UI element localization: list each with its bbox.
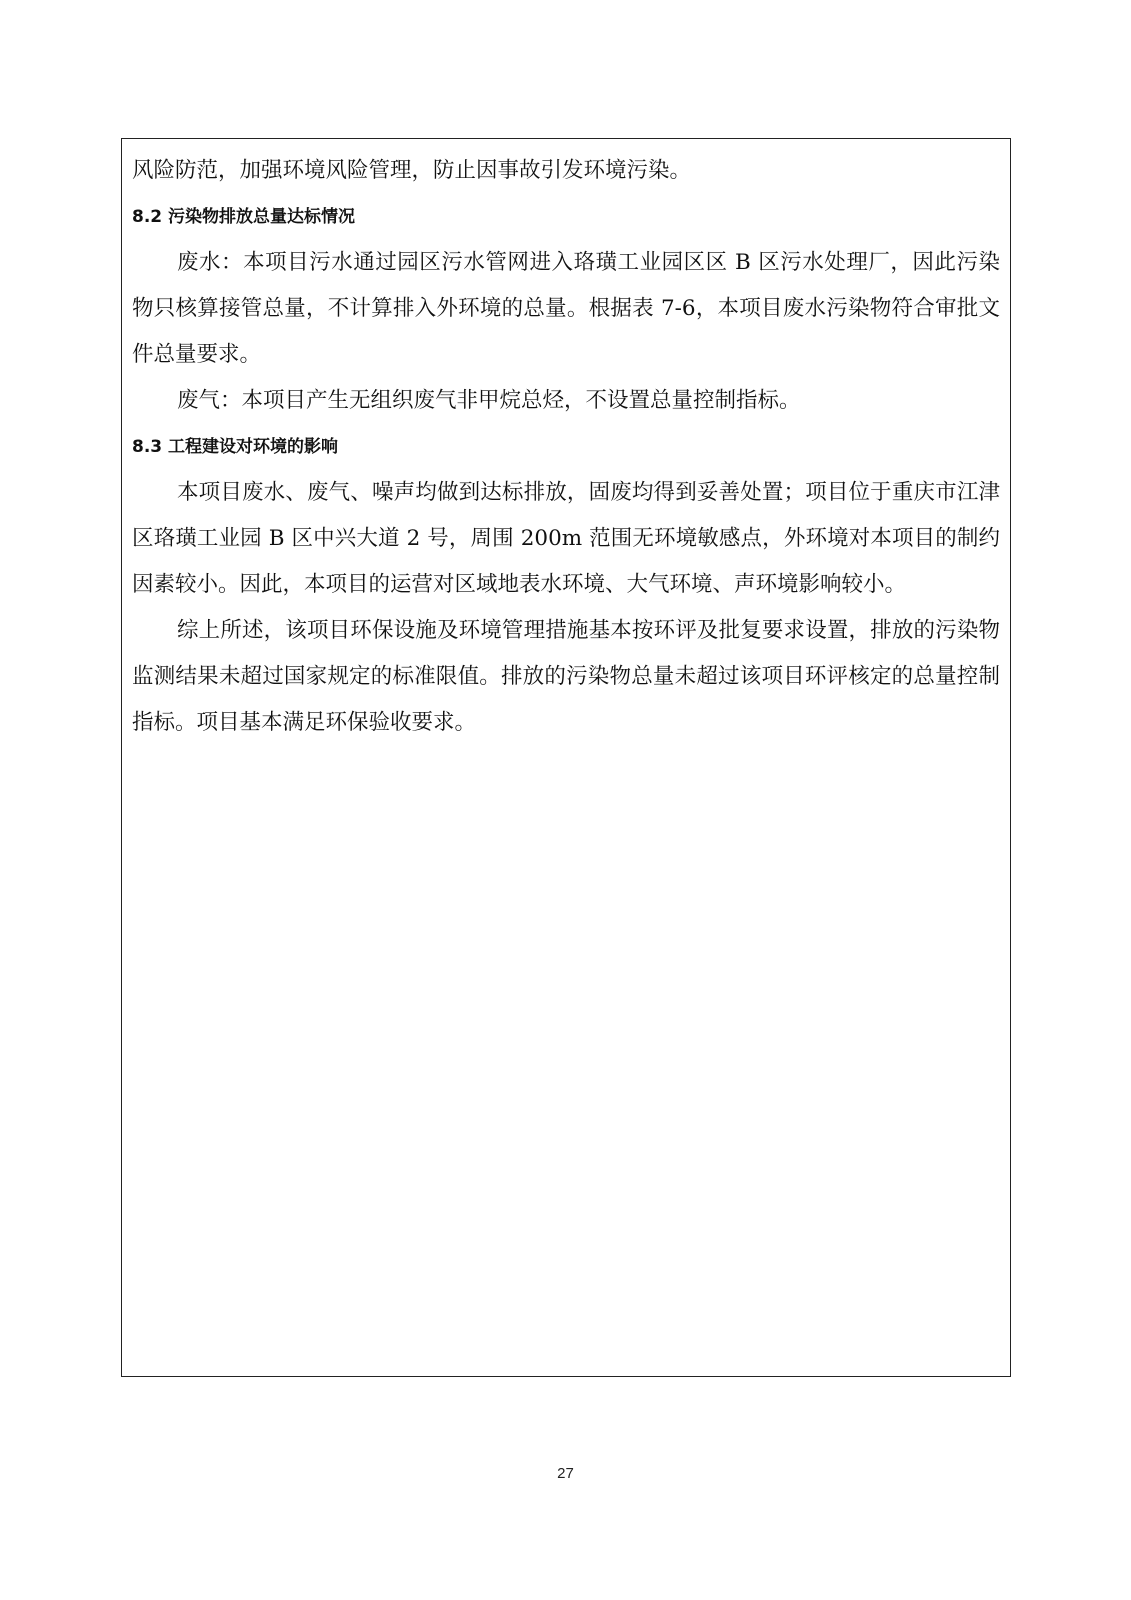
document-body [132, 148, 1000, 746]
exhaust-gas-paragraph: 废气：本项目产生无组织废气非甲烷总烃，不设置总量控制指标。 [177, 388, 801, 413]
section-heading-8-3: 8.3 工程建设对环境的影响 [132, 437, 339, 457]
section-heading-8-2: 8.2 污染物排放总量达标情况 [132, 207, 356, 227]
conclusion-paragraph: 综上所述，该项目环保设施及环境管理措施基本按环评及批复要求设置，排放的污染物监测结果未超过国家规定的标准限值。排放的污染物总量未超过该项目环评核定的总量控制指标。项目基本满足环保验收要求。 [132, 618, 1000, 735]
page-number: 27 [557, 1465, 574, 1482]
continuation-paragraph: 风险防范，加强环境风险管理，防止因事故引发环境污染。 [132, 158, 692, 183]
impact-paragraph: 本项目废水、废气、噪声均做到达标排放，固废均得到妥善处置；项目位于重庆市江津区珞璜工业园 B 区中兴大道 2 号，周围 200m 范围无环境敏感点，外环境对本项目的制约因素较小。因此，本项目的运营对区域地表水环境、大气环境、声环境影响较小。 [132, 480, 1000, 597]
content-table-cell [121, 138, 1011, 1377]
wastewater-paragraph: 废水：本项目污水通过园区污水管网进入珞璜工业园区区 B 区污水处理厂，因此污染物只核算接管总量，不计算排入外环境的总量。根据表 7-6，本项目废水污染物符合审批文件总量要求。 [132, 250, 1000, 367]
